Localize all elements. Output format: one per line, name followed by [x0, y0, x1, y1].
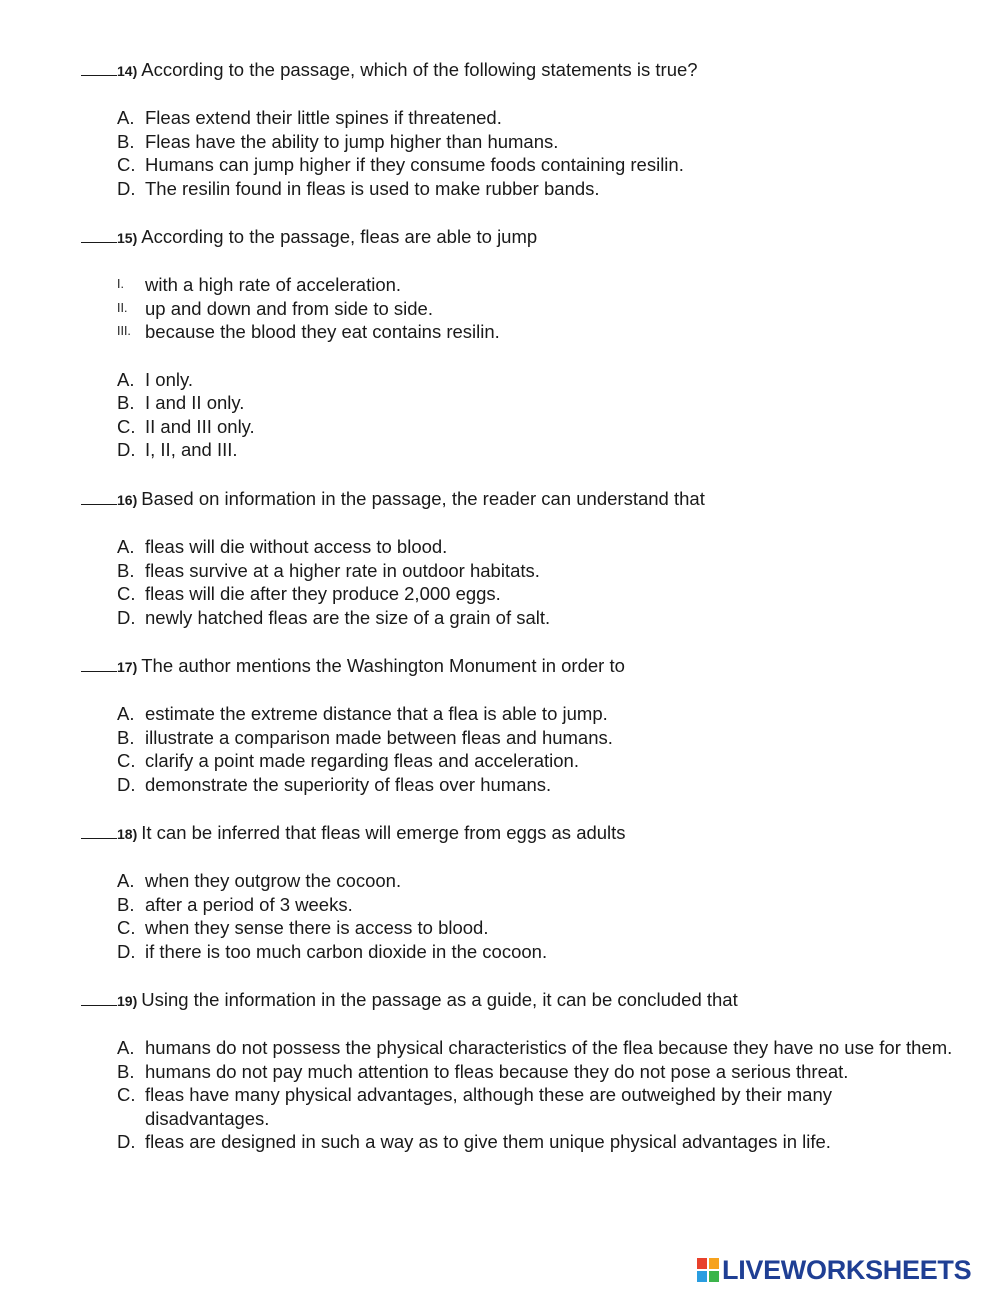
option-c — [81, 582, 961, 606]
answer-blank[interactable] — [81, 821, 117, 839]
question-number: 14) — [117, 63, 138, 79]
option-text: after a period of 3 weeks. — [145, 893, 353, 915]
option-a — [81, 1036, 961, 1060]
roman-label: I. — [117, 277, 124, 291]
option-text: The resilin found in fleas is used to make rubber bands. — [145, 177, 600, 199]
question-number: 17) — [117, 659, 138, 675]
roman-item-3 — [81, 320, 961, 344]
answer-blank[interactable] — [81, 487, 117, 505]
option-b — [81, 559, 961, 583]
question-stem-line — [81, 821, 961, 845]
options-list — [81, 1036, 961, 1154]
option-c — [81, 415, 961, 439]
option-d — [81, 438, 961, 462]
answer-blank[interactable] — [81, 988, 117, 1006]
option-d — [81, 1130, 961, 1154]
option-text: newly hatched fleas are the size of a grain of salt. — [145, 606, 551, 628]
option-a — [81, 535, 961, 559]
logo-block — [709, 1271, 719, 1282]
option-letter: D. — [117, 940, 136, 962]
option-letter: D. — [117, 1131, 136, 1152]
option-b — [81, 1060, 961, 1084]
option-letter: C. — [117, 750, 136, 771]
option-text: humans do not possess the physical characteristics of the flea because they have no use for them. — [145, 1037, 953, 1058]
question-stem: Based on information in the passage, the reader can understand that — [141, 488, 705, 509]
question-stem: According to the passage, fleas are able to jump — [141, 226, 538, 247]
option-letter: D. — [117, 606, 136, 628]
question-stem-line — [81, 58, 961, 82]
logo-blocks-icon — [697, 1258, 719, 1282]
option-letter: D. — [117, 773, 136, 795]
option-text: fleas will die without access to blood. — [145, 536, 448, 557]
roman-text: up and down and from side to side. — [145, 297, 433, 319]
option-text: if there is too much carbon dioxide in the cocoon. — [145, 940, 548, 962]
roman-item-1 — [81, 273, 961, 297]
option-b — [81, 726, 961, 750]
logo-block — [709, 1258, 719, 1269]
question-19 — [81, 988, 961, 1154]
question-number: 15) — [117, 230, 138, 246]
options-list — [81, 535, 961, 629]
question-14 — [81, 58, 961, 200]
option-a — [81, 106, 961, 130]
option-letter: C. — [117, 917, 136, 938]
logo-block — [697, 1258, 707, 1269]
option-text: Fleas have the ability to jump higher than humans. — [145, 130, 559, 152]
option-letter: A. — [117, 368, 135, 390]
option-letter: C. — [117, 1084, 136, 1105]
option-text: I and II only. — [145, 392, 245, 413]
option-text: when they sense there is access to blood. — [145, 917, 489, 938]
option-b — [81, 893, 961, 917]
roman-text: with a high rate of acceleration. — [145, 274, 402, 295]
question-number: 16) — [117, 492, 138, 508]
question-16 — [81, 487, 961, 629]
option-letter: A. — [117, 870, 135, 891]
question-stem-line — [81, 654, 961, 678]
option-letter: B. — [117, 726, 135, 748]
answer-blank[interactable] — [81, 58, 117, 76]
option-letter: D. — [117, 177, 136, 199]
option-a — [81, 702, 961, 726]
question-stem-line — [81, 225, 961, 249]
option-letter: C. — [117, 583, 136, 604]
roman-label: III. — [117, 324, 131, 338]
option-letter: A. — [117, 536, 135, 557]
option-letter: B. — [117, 392, 135, 413]
option-text: fleas survive at a higher rate in outdoor habitats. — [145, 559, 540, 581]
option-text: illustrate a comparison made between fleas and humans. — [145, 726, 613, 748]
question-number: 18) — [117, 826, 138, 842]
option-c — [81, 153, 961, 177]
option-text: Humans can jump higher if they consume foods containing resilin. — [145, 154, 684, 175]
option-c — [81, 749, 961, 773]
option-text: fleas have many physical advantages, although these are outweighed by their many disadvantages. — [145, 1084, 832, 1129]
option-text: I, II, and III. — [145, 439, 238, 460]
option-letter: A. — [117, 703, 135, 724]
question-stem: According to the passage, which of the following statements is true? — [141, 59, 698, 80]
answer-blank[interactable] — [81, 654, 117, 672]
options-list — [81, 368, 961, 462]
roman-label: II. — [117, 300, 128, 315]
liveworksheets-logo[interactable] — [697, 1255, 971, 1285]
question-18 — [81, 821, 961, 963]
option-letter: B. — [117, 1060, 135, 1082]
question-stem-line — [81, 487, 961, 511]
question-stem-line — [81, 988, 961, 1012]
option-c — [81, 916, 961, 940]
options-list — [81, 702, 961, 796]
option-letter: A. — [117, 107, 135, 128]
option-text: Fleas extend their little spines if threatened. — [145, 107, 502, 128]
question-stem: Using the information in the passage as a guide, it can be concluded that — [141, 989, 738, 1010]
option-text: II and III only. — [145, 415, 255, 437]
option-text: estimate the extreme distance that a flea is able to jump. — [145, 703, 608, 724]
question-17 — [81, 654, 961, 796]
option-text: humans do not pay much attention to fleas because they do not pose a serious threat. — [145, 1060, 849, 1082]
option-text: I only. — [145, 368, 193, 390]
question-stem: It can be inferred that fleas will emerge from eggs as adults — [141, 822, 626, 843]
roman-item-2 — [81, 297, 961, 321]
option-text: fleas are designed in such a way as to give them unique physical advantages in life. — [145, 1131, 831, 1152]
option-d — [81, 606, 961, 630]
option-b — [81, 130, 961, 154]
option-d — [81, 773, 961, 797]
logo-block — [697, 1271, 707, 1282]
option-letter: C. — [117, 154, 136, 175]
options-list — [81, 869, 961, 963]
question-15 — [81, 225, 961, 462]
option-letter: D. — [117, 439, 136, 460]
options-list — [81, 106, 961, 200]
answer-blank[interactable] — [81, 225, 117, 243]
option-letter: A. — [117, 1037, 135, 1058]
option-letter: B. — [117, 130, 135, 152]
option-text: clarify a point made regarding fleas and acceleration. — [145, 750, 579, 771]
option-letter: C. — [117, 415, 136, 437]
option-text: fleas will die after they produce 2,000 eggs. — [145, 583, 501, 604]
option-d — [81, 177, 961, 201]
question-number: 19) — [117, 993, 138, 1009]
option-c — [81, 1083, 961, 1130]
option-a — [81, 368, 961, 392]
roman-text: because the blood they eat contains resilin. — [145, 321, 500, 342]
option-a — [81, 869, 961, 893]
option-d — [81, 940, 961, 964]
option-letter: B. — [117, 893, 135, 915]
option-text: when they outgrow the cocoon. — [145, 870, 402, 891]
option-text: demonstrate the superiority of fleas over humans. — [145, 773, 552, 795]
roman-list — [81, 273, 961, 344]
logo-text: LIVEWORKSHEETS — [722, 1254, 972, 1285]
option-letter: B. — [117, 559, 135, 581]
question-stem: The author mentions the Washington Monument in order to — [141, 655, 625, 676]
option-b — [81, 391, 961, 415]
